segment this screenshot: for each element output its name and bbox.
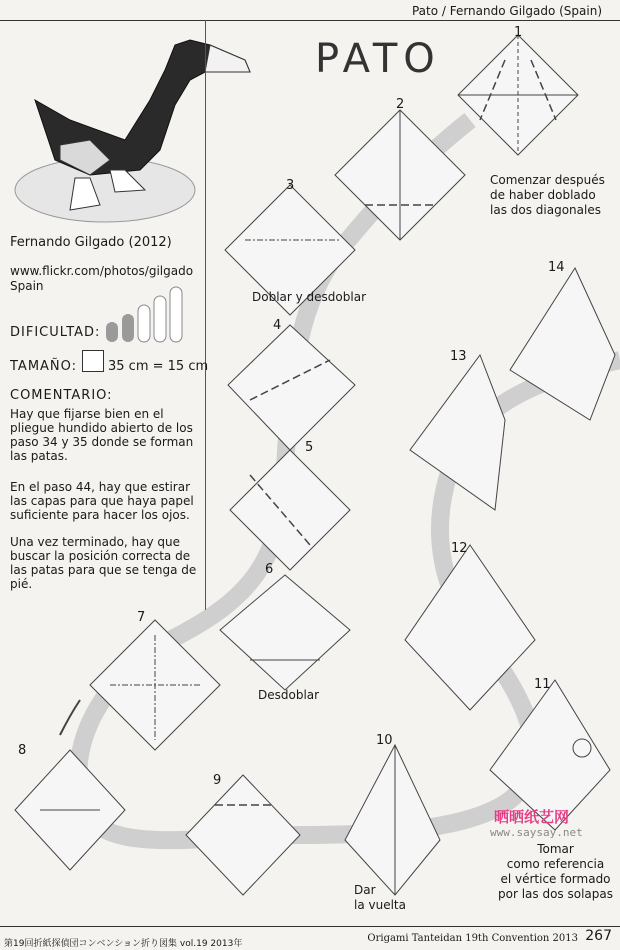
comment-line: pié. [10,577,33,591]
step5-diagram [230,450,350,570]
size-label: TAMAÑO: [10,359,78,374]
comment-line: paso 34 y 35 donde se forman [10,435,194,449]
step13-diagram [410,355,505,510]
watermark-logo: 晒晒纸艺网 [494,808,570,826]
watermark-url: www.saysay.net [490,826,583,839]
footer-rule [0,926,620,927]
comment-paragraph-2 [10,480,200,522]
note-step6: Desdoblar [258,688,320,702]
step-number: 14 [548,260,565,275]
note-line: las dos diagonales [490,203,601,217]
step-number: 10 [376,733,393,748]
comment-line: En el paso 44, hay que estirar [10,480,190,494]
arrow-icon [60,700,80,735]
note-line: la vuelta [354,898,406,912]
step-number: 6 [265,562,274,577]
note-step1 [490,173,605,218]
website-block [10,264,193,294]
comment-line: buscar la posición correcta de [10,549,191,563]
note-line: Dar [354,883,376,897]
step4-diagram [228,325,355,450]
step-number: 11 [534,677,551,692]
step-number: 1 [514,25,523,40]
step-number: 12 [451,541,468,556]
page-number: 267 [585,928,612,944]
paper-square-icon [82,350,104,372]
comment-line: las capas para que haya papel [10,494,194,508]
step10-diagram [345,745,440,895]
comment-line: las patas para que se tenga de [10,563,197,577]
page-title: PATO [315,36,441,82]
author: Fernando Gilgado (2012) [10,235,172,250]
size-value: 35 cm = 15 cm [108,359,209,374]
step-number: 8 [18,743,27,758]
note-step10 [354,883,406,913]
note-line: por las dos solapas [498,887,613,901]
running-title: Pato / Fernando Gilgado (Spain) [411,4,602,18]
comment-label: COMENTARIO: [10,388,113,403]
difficulty-meter [106,287,182,342]
step-number: 13 [450,349,467,364]
step-number: 3 [286,178,295,193]
step-number: 9 [213,773,222,788]
step-number: 7 [137,610,146,625]
comment-paragraph-1 [10,407,200,463]
step9-diagram [186,775,300,895]
comment-paragraph-3 [10,535,200,591]
comment-line: suficiente para hacer los ojos. [10,508,190,522]
note-step11 [498,842,613,902]
difficulty-label: DIFICULTAD: [10,325,101,340]
comment-line: Hay que fijarse bien en el [10,407,164,421]
country: Spain [10,279,44,293]
note-line: Comenzar después [490,173,605,187]
step-number: 4 [273,318,282,333]
sidebar-divider [205,20,206,610]
step-number: 5 [305,440,314,455]
note-line: como referencia [506,857,605,871]
note-step3: Doblar y desdoblar [252,290,366,304]
footer-left: 第19回折紙探偵団コンベンション折り図集 vol.19 2013年 [4,939,243,949]
note-line: de haber doblado [490,188,596,202]
step-number: 2 [396,97,405,112]
duck-illustration [15,40,250,222]
comment-line: pliegue hundido abierto de los [10,421,193,435]
comment-line: las patas. [10,449,68,463]
note-line: Tomar [537,842,574,856]
note-line: el vértice formado [500,872,611,886]
footer-right: Origami Tanteidan 19th Convention 2013 [367,933,578,944]
website-url[interactable]: www.flickr.com/photos/gilgado [10,264,194,278]
comment-line: Una vez terminado, hay que [10,535,181,549]
